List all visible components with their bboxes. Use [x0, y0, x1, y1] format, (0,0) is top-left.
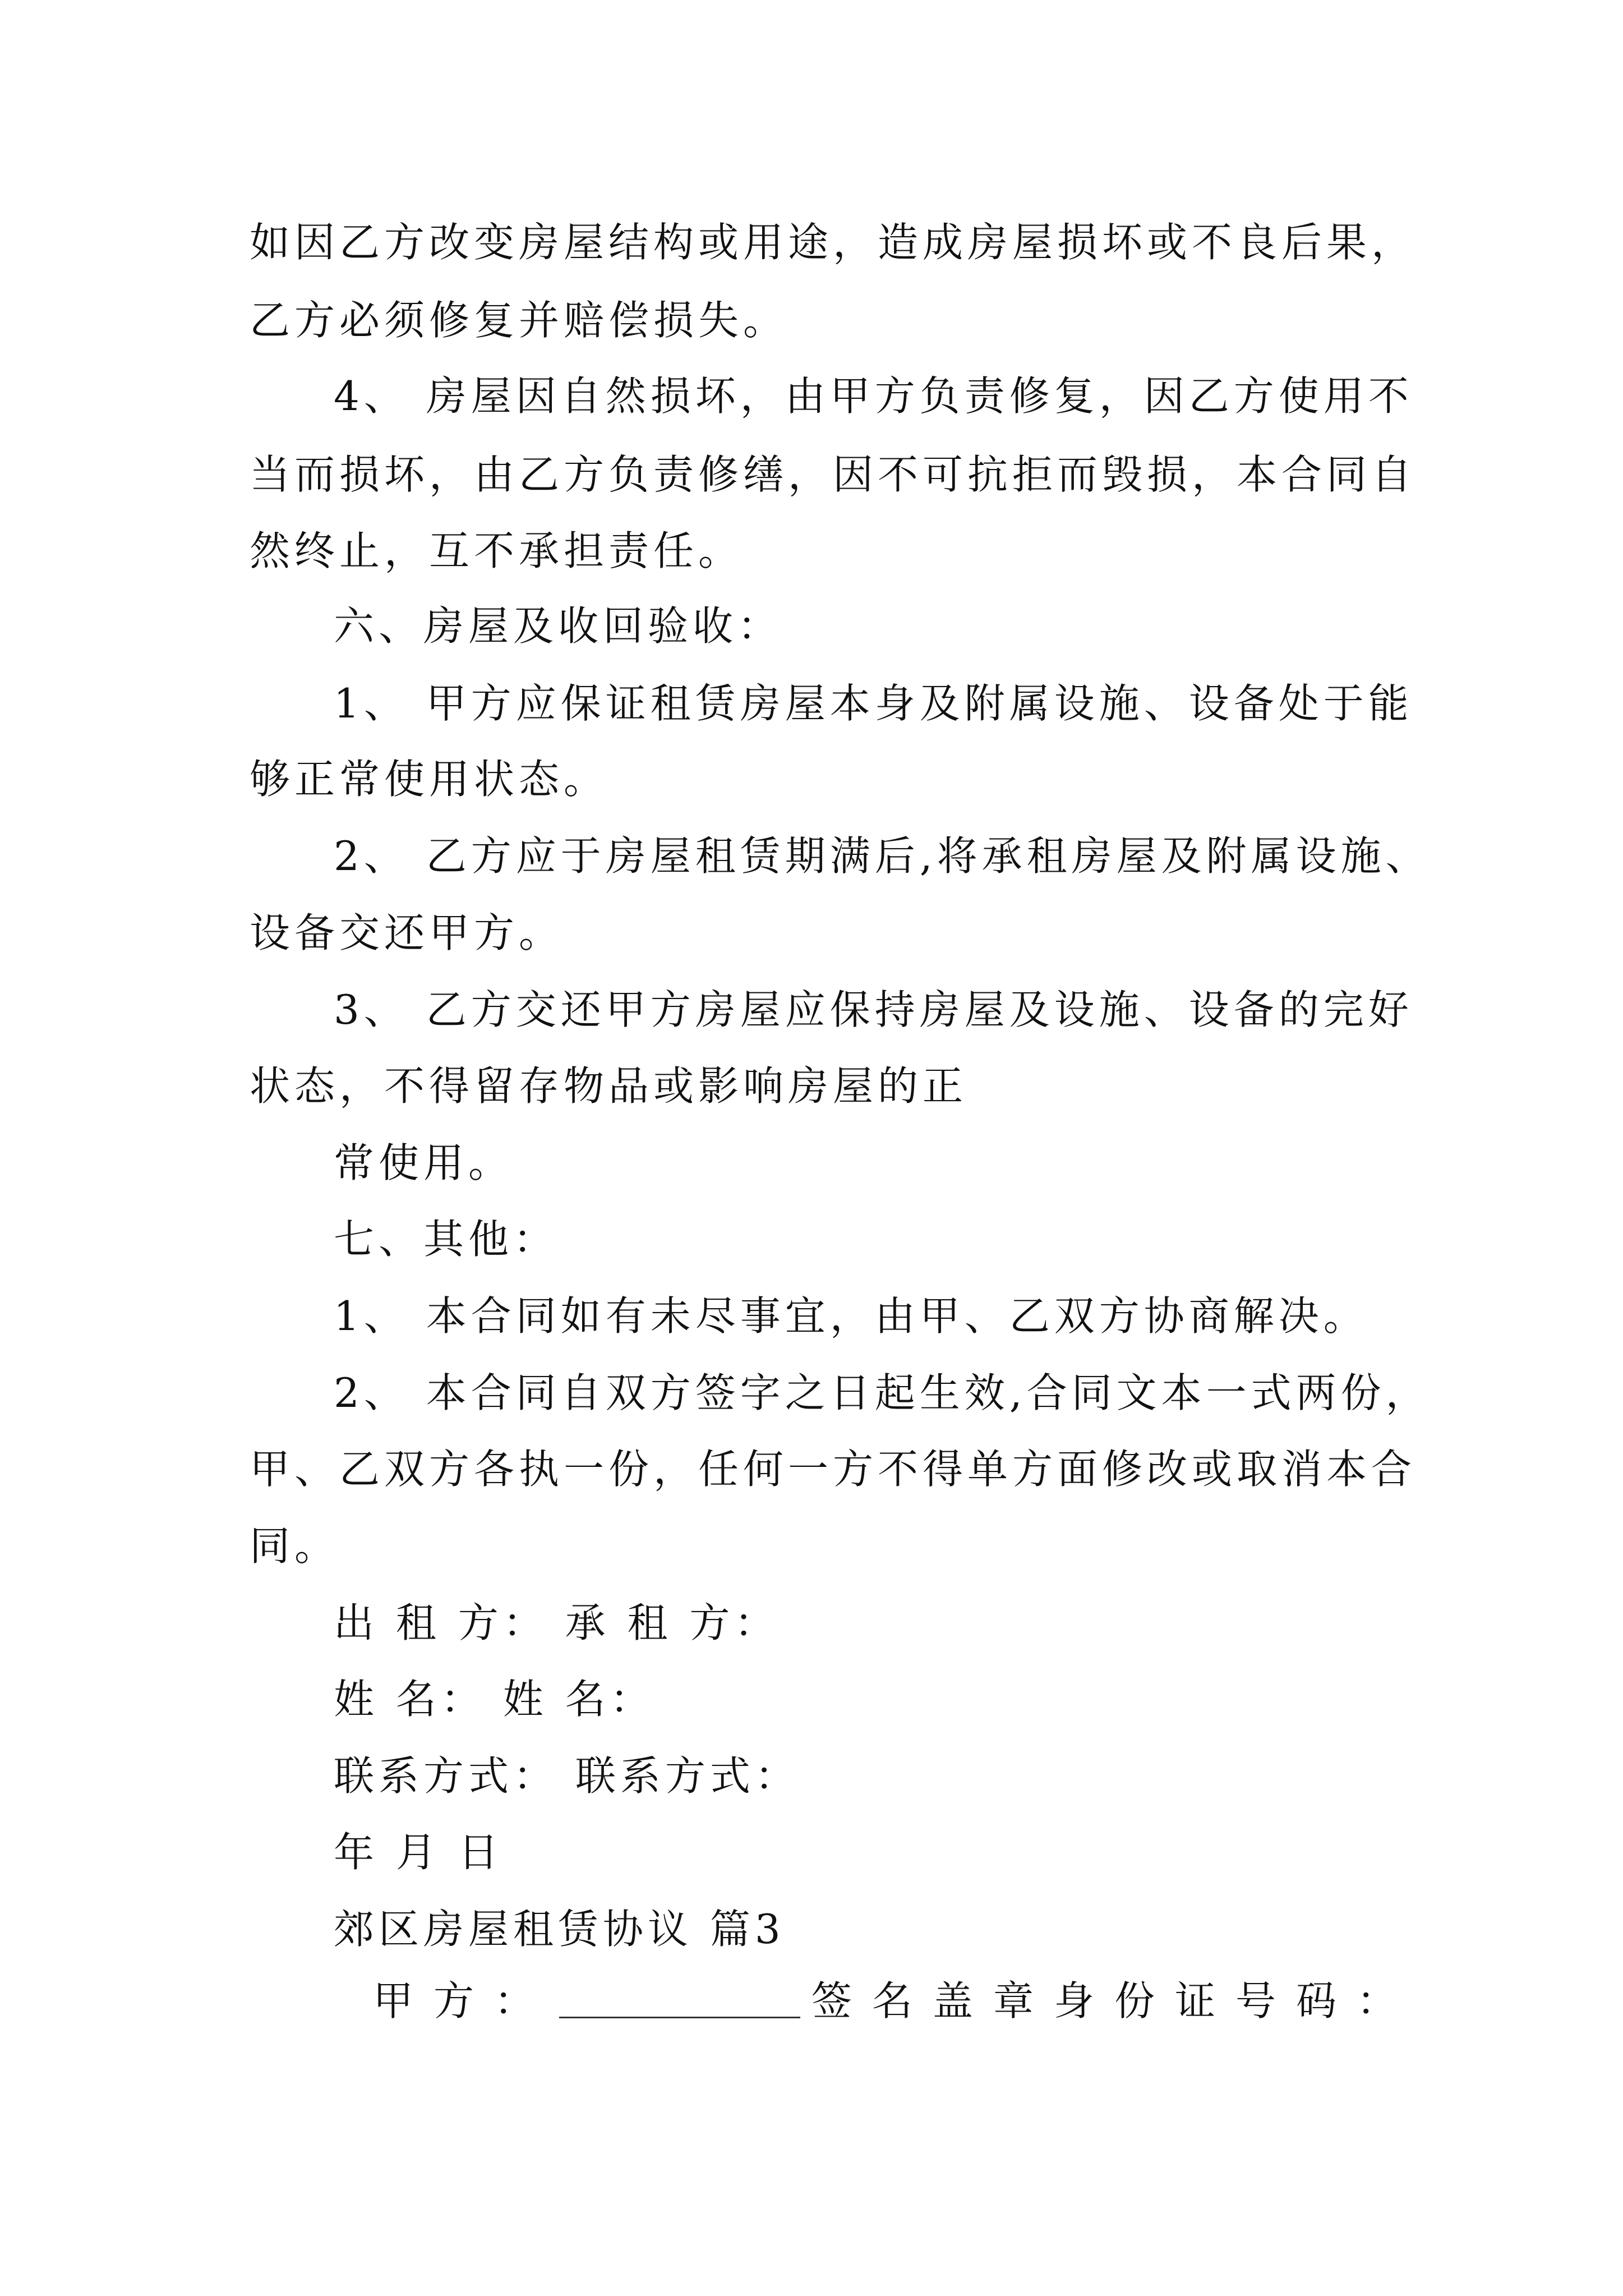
- text-line: 2、 乙方应于房屋租赁期满后,将承租房屋及附属设施、: [334, 832, 1431, 880]
- party-a-label: 甲方：: [373, 1977, 555, 2024]
- text-line: 同。: [250, 1522, 340, 1570]
- signature-blank: [559, 2017, 800, 2018]
- signature-party-row: 出 租 方： 承 租 方：: [334, 1599, 780, 1646]
- signature-name-row: 姓 名： 姓 名：: [334, 1676, 655, 1723]
- signature-date-row: 年 月 日: [334, 1829, 503, 1876]
- text-line: 状态，不得留存物品或影响房屋的正: [250, 1062, 968, 1110]
- text-line: 当而损坏，由乙方负责修缮，因不可抗拒而毁损，本合同自: [250, 451, 1417, 498]
- party-a-signature-line: [373, 1977, 1418, 2024]
- text-line: 如因乙方改变房屋结构或用途，造成房屋损坏或不良后果，: [250, 219, 1417, 266]
- text-line: 乙方必须修复并赔偿损失。: [250, 297, 789, 344]
- text-line: 1、 本合同如有未尽事宜，由甲、乙双方协商解决。: [334, 1292, 1368, 1340]
- text-line: 设备交还甲方。: [250, 909, 564, 956]
- text-line: 3、 乙方交还甲方房屋应保持房屋及设施、设备的完好: [334, 986, 1413, 1033]
- text-line: 4、 房屋因自然损坏，由甲方负责修复，因乙方使用不: [334, 372, 1413, 420]
- next-section-title: 郊区房屋租赁协议 篇3: [334, 1906, 785, 1953]
- section-heading: 六、房屋及收回验收：: [334, 602, 783, 650]
- text-line: 够正常使用状态。: [250, 756, 609, 803]
- signature-id-label: 签名盖章身份证号码：: [811, 1977, 1418, 2024]
- section-heading: 七、其他：: [334, 1216, 559, 1263]
- text-line: 常使用。: [334, 1139, 514, 1186]
- text-line: 甲、乙双方各执一份，任何一方不得单方面修改或取消本合: [250, 1446, 1417, 1493]
- signature-contact-row: 联系方式： 联系方式：: [334, 1752, 800, 1800]
- text-line: 2、 本合同自双方签字之日起生效,合同文本一式两份，: [334, 1369, 1431, 1416]
- text-line: 然终止，互不承担责任。: [250, 527, 744, 574]
- text-line: 1、 甲方应保证租赁房屋本身及附属设施、设备处于能: [334, 680, 1413, 727]
